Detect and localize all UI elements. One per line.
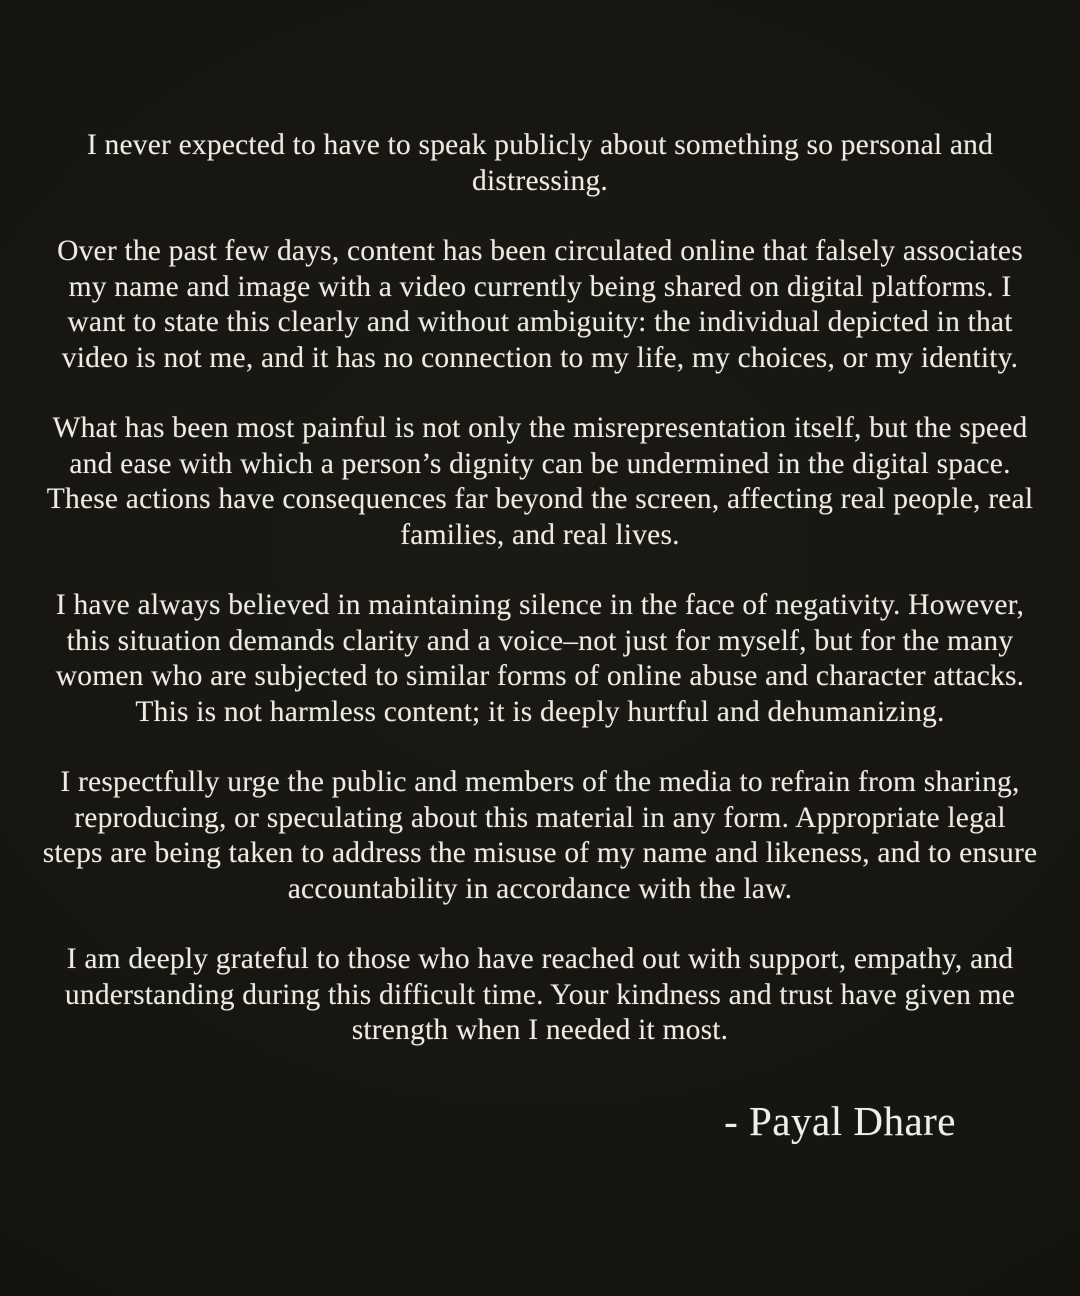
- statement-paragraph: I am deeply grateful to those who have reached out with support, empathy, and understanding during this difficult time. Your kindness and trust have given me strength when I needed it most.: [64, 943, 1016, 1046]
- statement-paragraph: I have always believed in maintaining silence in the face of negativity. However, this situation demands clarity and a voice–not just for myself, but for the many women who are subjected to similar forms of online abuse and character attacks. This is not harmless content; it is deeply hurtful and dehumanizing.: [55, 589, 1025, 728]
- statement-paragraph: I respectfully urge the public and members of the media to refrain from sharing, reproducing, or speculating about this material in any form. Appropriate legal steps are being taken to address the misuse of my name and likeness, and to ensure accountability in accordance with the law.: [42, 766, 1038, 905]
- statement-paragraph: What has been most painful is not only the misrepresentation itself, but the speed and ease with which a person’s dignity can be undermined in the digital space. These actions have consequences far beyond the screen, affecting real people, real families, and real lives.: [46, 412, 1034, 551]
- statement-paragraph: Over the past few days, content has been circulated online that falsely associates my name and image with a video currently being shared on digital platforms. I want to state this clearly and without ambiguity: the individual depicted in that video is not me, and it has no connection to my life, my choices, or my identity.: [57, 235, 1023, 374]
- statement-paragraph: I never expected to have to speak publicly about something so personal and distressing.: [86, 129, 994, 197]
- signature: - Payal Dhare: [724, 1097, 956, 1144]
- statement-body: [0, 128, 1080, 1145]
